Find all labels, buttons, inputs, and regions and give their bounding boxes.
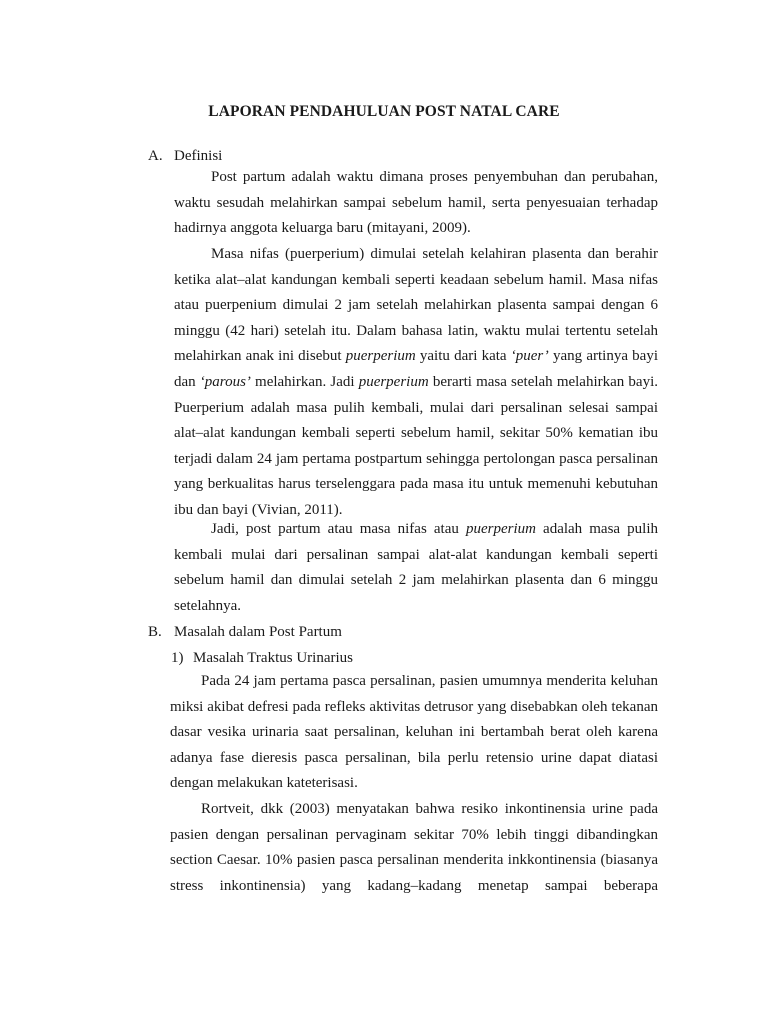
section-a-marker: A. xyxy=(148,148,163,164)
paragraph-text: berarti masa setelah melahirkan bayi. Puerperium adalah masa pulih kembali, mulai dari persalinan selesai sampai alat–alat kandungan kembali seperti sebelum hamil, sekitar 50% kematian ibu terjadi dalam 24 jam pertama postpartum sehingga pertolongan pasca persalinan yang berkualitas harus terselenggara pada masa itu untuk memenuhi kebutuhan ibu dan bayi (Vivian, 2011). xyxy=(174,373,658,518)
document-title: LAPORAN PENDAHULUAN POST NATAL CARE xyxy=(208,103,560,120)
paragraph-text: Masa nifas (puerperium) dimulai setelah kelahiran plasenta dan berahir ketika alat–alat kandungan kembali seperti keadaan sebelum hamil. Masa nifas atau puerpenium dimulai 2 jam setelah melahirkan plasenta sampai dengan 6 minggu (42 hari) setelah itu. Dalam bahasa latin, waktu mulai tertentu setelah melahirkan anak ini disebut xyxy=(174,246,658,365)
paragraph-text: yang artinya bayi dan xyxy=(174,348,658,390)
paragraph-text: melahirkan. Jadi xyxy=(250,373,359,390)
italic-term: puerperium xyxy=(465,521,536,537)
definition-paragraph-3 xyxy=(174,517,658,619)
paragraph-text: yaitu dari kata xyxy=(415,348,511,365)
urinary-paragraph-1: Pada 24 jam pertama pasca persalinan, pasien umumnya menderita keluhan miksi akibat defresi pada refleks aktivitas detrusor yang disebabkan oleh tekanan dasar vesika urinaria saat persalinan, keluhan ini bertambah berat oleh karena adanya fase dieresis pasca persalinan, bila perlu retensio urine dapat diatasi dengan melakukan kateterisasi. xyxy=(170,673,658,792)
definition-paragraph-2 xyxy=(174,242,658,524)
italic-term: ‘puer’ xyxy=(510,348,549,365)
section-b-title: Masalah dalam Post Partum xyxy=(174,624,342,640)
urinary-paragraph-2: Rortveit, dkk (2003) menyatakan bahwa resiko inkontinensia urine pada pasien dengan persalinan pervaginam sekitar 70% lebih tinggi dibandingkan section Caesar. 10% pasien pasca persalinan menderita inkkontinensia (biasanya stress inkontinensia) yang kadang–kadang menetap sampai beberapa xyxy=(170,801,658,894)
italic-term: ‘parous’ xyxy=(199,373,251,390)
italic-term: puerperium xyxy=(345,348,416,365)
subsection-1-title: Masalah Traktus Urinarius xyxy=(193,650,353,666)
section-b-marker: B. xyxy=(148,624,162,640)
subsection-1-marker: 1) xyxy=(171,650,184,666)
section-a-title: Definisi xyxy=(174,148,223,164)
italic-term: puerperium xyxy=(358,373,429,390)
paragraph-text: adalah masa pulih kembali mulai dari persalinan sampai alat-alat kandungan kembali seperti sebelum hamil dan dimulai setelah 2 jam melahirkan plasenta dan 6 minggu setelahnya. xyxy=(174,521,659,614)
paragraph-text: Jadi, post partum atau masa nifas atau xyxy=(211,521,466,537)
definition-paragraph-1: Post partum adalah waktu dimana proses penyembuhan dan perubahan, waktu sesudah melahirkan sampai sebelum hamil, serta penyesuaian terhadap hadirnya anggota keluarga baru (mitayani, 2009). xyxy=(174,169,658,237)
